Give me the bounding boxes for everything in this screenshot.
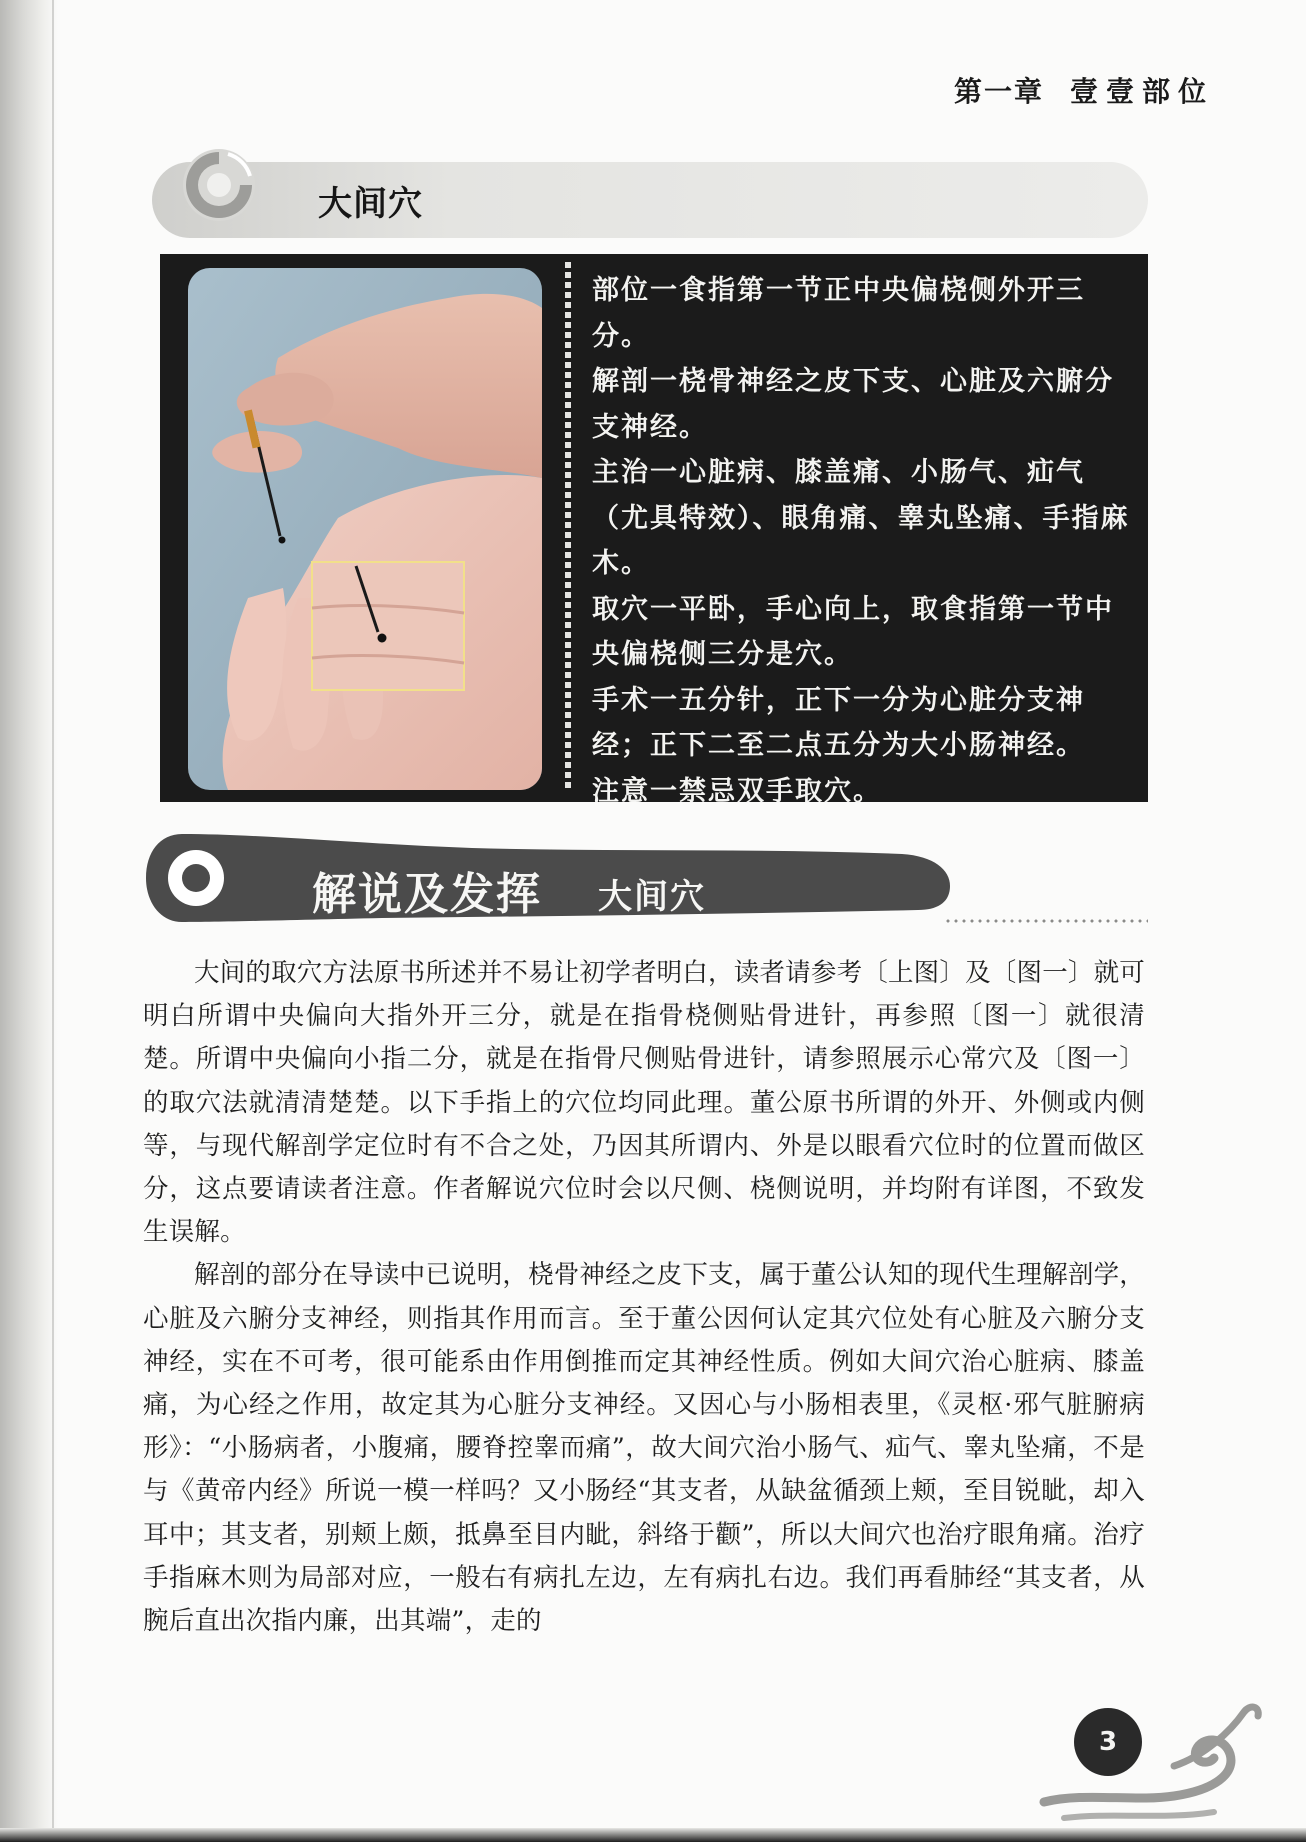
book-spine-edge [52, 0, 54, 1842]
title-bar [152, 162, 1148, 238]
acupoint-info [592, 268, 1136, 814]
running-head-chapter: 第一章 [953, 75, 1044, 108]
page-bottom-edge [0, 1828, 1306, 1842]
book-spine-shadow [0, 0, 58, 1842]
hand-acupuncture-photo [188, 268, 542, 790]
info-technique: 手术一五分针，正下一分为心脏分支神经；正下二至二点五分为大小肠神经。 [592, 684, 1085, 761]
commentary-body [143, 952, 1145, 1643]
info-location: 部位一食指第一节正中央偏桡侧外开三分。 [592, 275, 1085, 352]
info-point-selection: 取穴一平卧，手心向上，取食指第一节中央偏桡侧三分是穴。 [592, 593, 1114, 670]
commentary-subtitle: 大间穴 [598, 877, 706, 917]
commentary-title: 解说及发挥 [312, 869, 542, 920]
banner-dotted-line [944, 919, 1148, 923]
page-title: 大间穴 [318, 184, 423, 224]
info-indications: 主治一心脏病、膝盖痛、小肠气、疝气（尤具特效）、眼角痛、睾丸坠痛、手指麻木。 [592, 457, 1130, 579]
swirl-logo-icon [180, 146, 258, 224]
running-head-section: 壹壹部位 [1069, 75, 1214, 108]
dotted-divider [564, 262, 572, 792]
info-anatomy: 解剖一桡骨神经之皮下支、心脏及六腑分支神经。 [592, 366, 1114, 443]
info-caution: 注意一禁忌双手取穴。 [592, 775, 882, 807]
commentary-banner [142, 830, 954, 926]
info-panel [160, 254, 1148, 807]
cloud-swirl-ornament [1024, 1692, 1274, 1824]
running-head [954, 70, 1214, 110]
paragraph: 解剖的部分在导读中已说明，桡骨神经之皮下支，属于董公认知的现代生理解剖学，心脏及六腑分支神经，则指其作用而言。至于董公因何认定其穴位处有心脏及六腑分支神经，实在不可考，很可能系由作用倒推而定其神经性质。例如大间穴治心脏病、膝盖痛，为心经之作用，故定其为心脏分支神经。又因心与小肠相表里，《灵枢·邪气脏腑病形》：“小肠病者，小腹痛，腰脊控睾而痛”，故大间穴治小肠气、疝气、睾丸坠痛，不是与《黄帝内经》所说一模一样吗？又小肠经“其支者，从缺盆循颈上颊，至目锐眦，却入耳中；其支者，别颊上颇，抵鼻至目内眦，斜络于颧”，所以大间穴也治疗眼角痛。治疗手指麻木则为局部对应，一般右有病扎左边，左有病扎右边。我们再看肺经“其支者，从腕后直出次指内廉，出其端”，走的 [143, 1260, 1145, 1637]
page-number: 3 [1074, 1708, 1142, 1776]
paragraph: 大间的取穴方法原书所述并不易让初学者明白，读者请参考〔上图〕及〔图一〕就可明白所谓中央偏向大指外开三分，就是在指骨桡侧贴骨进针，再参照〔图一〕就很清楚。所谓中央偏向小指二分，就是在指骨尺侧贴骨进针，请参照展示心常穴及〔图一〕的取穴法就清清楚楚。以下手指上的穴位均同此理。董公原书所谓的外开、外侧或内侧等，与现代解剖学定位时有不合之处，乃因其所谓内、外是以眼看穴位时的位置而做区分，这点要请读者注意。作者解说穴位时会以尺侧、桡侧说明，并均附有详图，不致发生误解。 [143, 958, 1145, 1248]
